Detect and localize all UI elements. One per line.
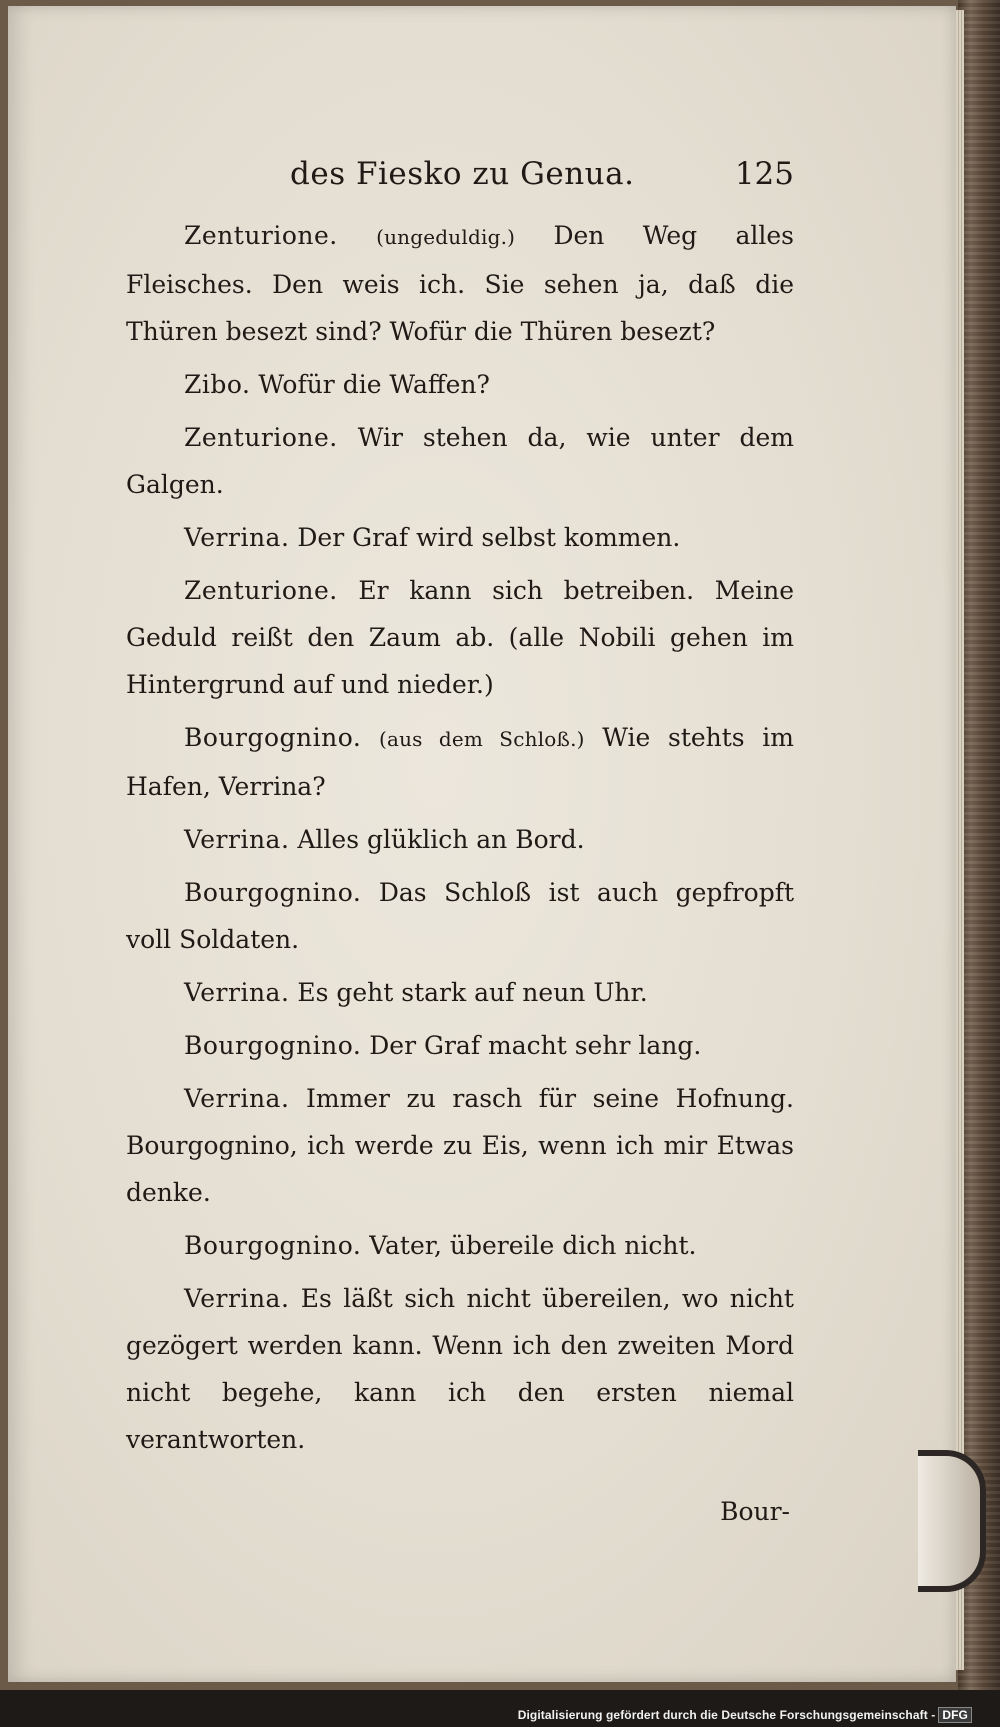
speaker-name: Zibo. [184,370,251,399]
dialogue-text: Den Weg alles Fleisches. Den weis ich. Sie sehen ja, daß die Thüren besezt sind? Wofür die Thüren besezt? [126,221,795,346]
dialogue-text: Alles glüklich an Bord. [297,825,585,854]
speaker-name: Zenturione. [184,221,338,250]
dialogue-paragraph [126,816,794,863]
dialogue-text: Vater, übereile dich nicht. [369,1231,697,1260]
speaker-name: Bourgognino. [184,1231,362,1260]
dialogue-paragraph [126,514,794,561]
dialogue-paragraph [126,212,794,355]
dialogue-text: Immer zu rasch für seine Hofnung. Bourgognino, ich werde zu Eis, wenn ich mir Etwas denke. [126,1084,794,1207]
dialogue-text: Wofür die Waffen? [258,370,490,399]
dialogue-paragraph [126,1022,794,1069]
speaker-name: Verrina. [184,523,290,552]
dialogue-paragraph [126,361,794,408]
speaker-name: Zenturione. [184,423,338,452]
footer-bar [0,1690,1000,1727]
dialogue-text: Wir stehen da, wie unter dem Galgen. [126,423,794,499]
book-page [8,6,956,1682]
dialogue-paragraph [126,1275,794,1463]
page-clip-icon [918,1450,986,1592]
catchword: Bour- [720,1497,790,1526]
dialogue-text: Der Graf macht sehr lang. [369,1031,702,1060]
speaker-name: Verrina. [184,978,290,1007]
dialogue-paragraph [126,414,794,508]
dialogue-text: Es geht stark auf neun Uhr. [297,978,648,1007]
page-header [126,156,794,192]
speaker-name: Verrina. [184,825,290,854]
dialogue-text: Er kann sich betreiben. Meine Geduld reißt den Zaum ab. (alle Nobili gehen im Hintergrund auf und nieder.) [126,576,794,699]
dialogue-text: Wie stehts im Hafen, Verrina? [126,723,794,801]
stage-direction: (aus dem Schloß.) [378,727,585,751]
dialogue-text: Das Schloß ist auch gepfropft voll Soldaten. [126,878,794,954]
book-cover-edge [958,0,1000,1690]
page-number: 125 [734,156,794,192]
funding-credit [518,1707,972,1723]
stage-direction: (ungeduldig.) [376,225,516,249]
dialogue-paragraph [126,1075,794,1216]
running-title: des Fiesko zu Genua. [290,156,635,192]
speaker-name: Zenturione. [184,576,338,605]
dialogue-paragraph [126,1222,794,1269]
dialogue-paragraph [126,714,794,810]
page-content [126,156,794,1526]
speaker-name: Bourgognino. [184,878,362,907]
speaker-name: Verrina. [184,1084,290,1113]
dialogue-text: Es läßt sich nicht übereilen, wo nicht gezögert werden kann. Wenn ich den zweiten Mord nicht begehe, kann ich den ersten niemal verantworten. [126,1284,794,1454]
speaker-name: Bourgognino. [184,1031,362,1060]
speaker-name: Bourgognino. [184,723,362,752]
speaker-name: Verrina. [184,1284,290,1313]
dialogue-paragraph [126,969,794,1016]
dialogue-paragraph [126,567,794,708]
dialogue-text: Der Graf wird selbst kommen. [297,523,681,552]
dialogue-paragraph [126,869,794,963]
dfg-logo: DFG [938,1707,972,1723]
funding-credit-text: Digitalisierung gefördert durch die Deutsche Forschungsgemeinschaft - [517,1708,936,1722]
